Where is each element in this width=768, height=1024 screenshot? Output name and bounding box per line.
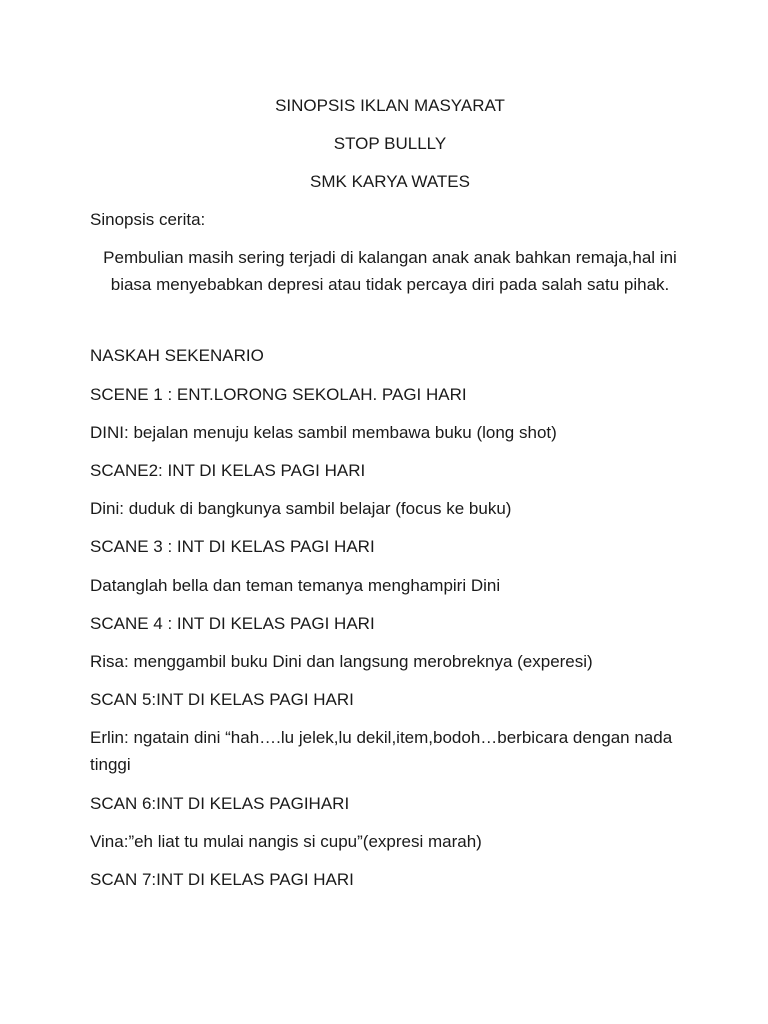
- synopsis-body: Pembulian masih sering terjadi di kalangan anak anak bahkan remaja,hal ini biasa menyebabkan depresi atau tidak percaya diri pada salah satu pihak.: [103, 248, 677, 295]
- scene-action: DINI: bejalan menuju kelas sambil membawa buku (long shot): [90, 422, 557, 442]
- school-name: SMK KARYA WATES: [310, 172, 470, 191]
- scene-action: Dini: duduk di bangkunya sambil belajar (focus ke buku): [90, 499, 512, 519]
- document-title: SINOPSIS IKLAN MASYARAT: [275, 96, 505, 115]
- scene-heading: SCAN 7:INT DI KELAS PAGI HARI: [90, 870, 354, 889]
- scene-action: Erlin: ngatain dini “hah….lu jelek,lu dekil,item,bodoh…berbicara dengan nada tinggi: [90, 728, 673, 775]
- document-page: [90, 92, 690, 904]
- scene-heading: SCANE2: INT DI KELAS PAGI HARI: [90, 460, 366, 480]
- scene-action: Risa: menggambil buku Dini dan langsung merobreknya (experesi): [90, 651, 593, 671]
- scene-action: Datanglah bella dan teman temanya menghampiri Dini: [90, 575, 501, 595]
- scene-heading: SCAN 6:INT DI KELAS PAGIHARI: [90, 793, 350, 813]
- scene-heading: SCANE 3 : INT DI KELAS PAGI HARI: [90, 537, 375, 557]
- synopsis-label: Sinopsis cerita:: [90, 210, 206, 229]
- scene-heading: SCANE 4 : INT DI KELAS PAGI HARI: [90, 613, 375, 633]
- script-title: NASKAH SEKENARIO: [90, 346, 264, 366]
- scene-heading: SCENE 1 : ENT.LORONG SEKOLAH. PAGI HARI: [90, 384, 467, 404]
- document-subtitle: STOP BULLLY: [333, 134, 447, 153]
- scene-heading: SCAN 5:INT DI KELAS PAGI HARI: [90, 690, 354, 710]
- script-lines: [90, 381, 690, 894]
- scene-action: Vina:”eh liat tu mulai nangis si cupu”(expresi marah): [90, 831, 482, 851]
